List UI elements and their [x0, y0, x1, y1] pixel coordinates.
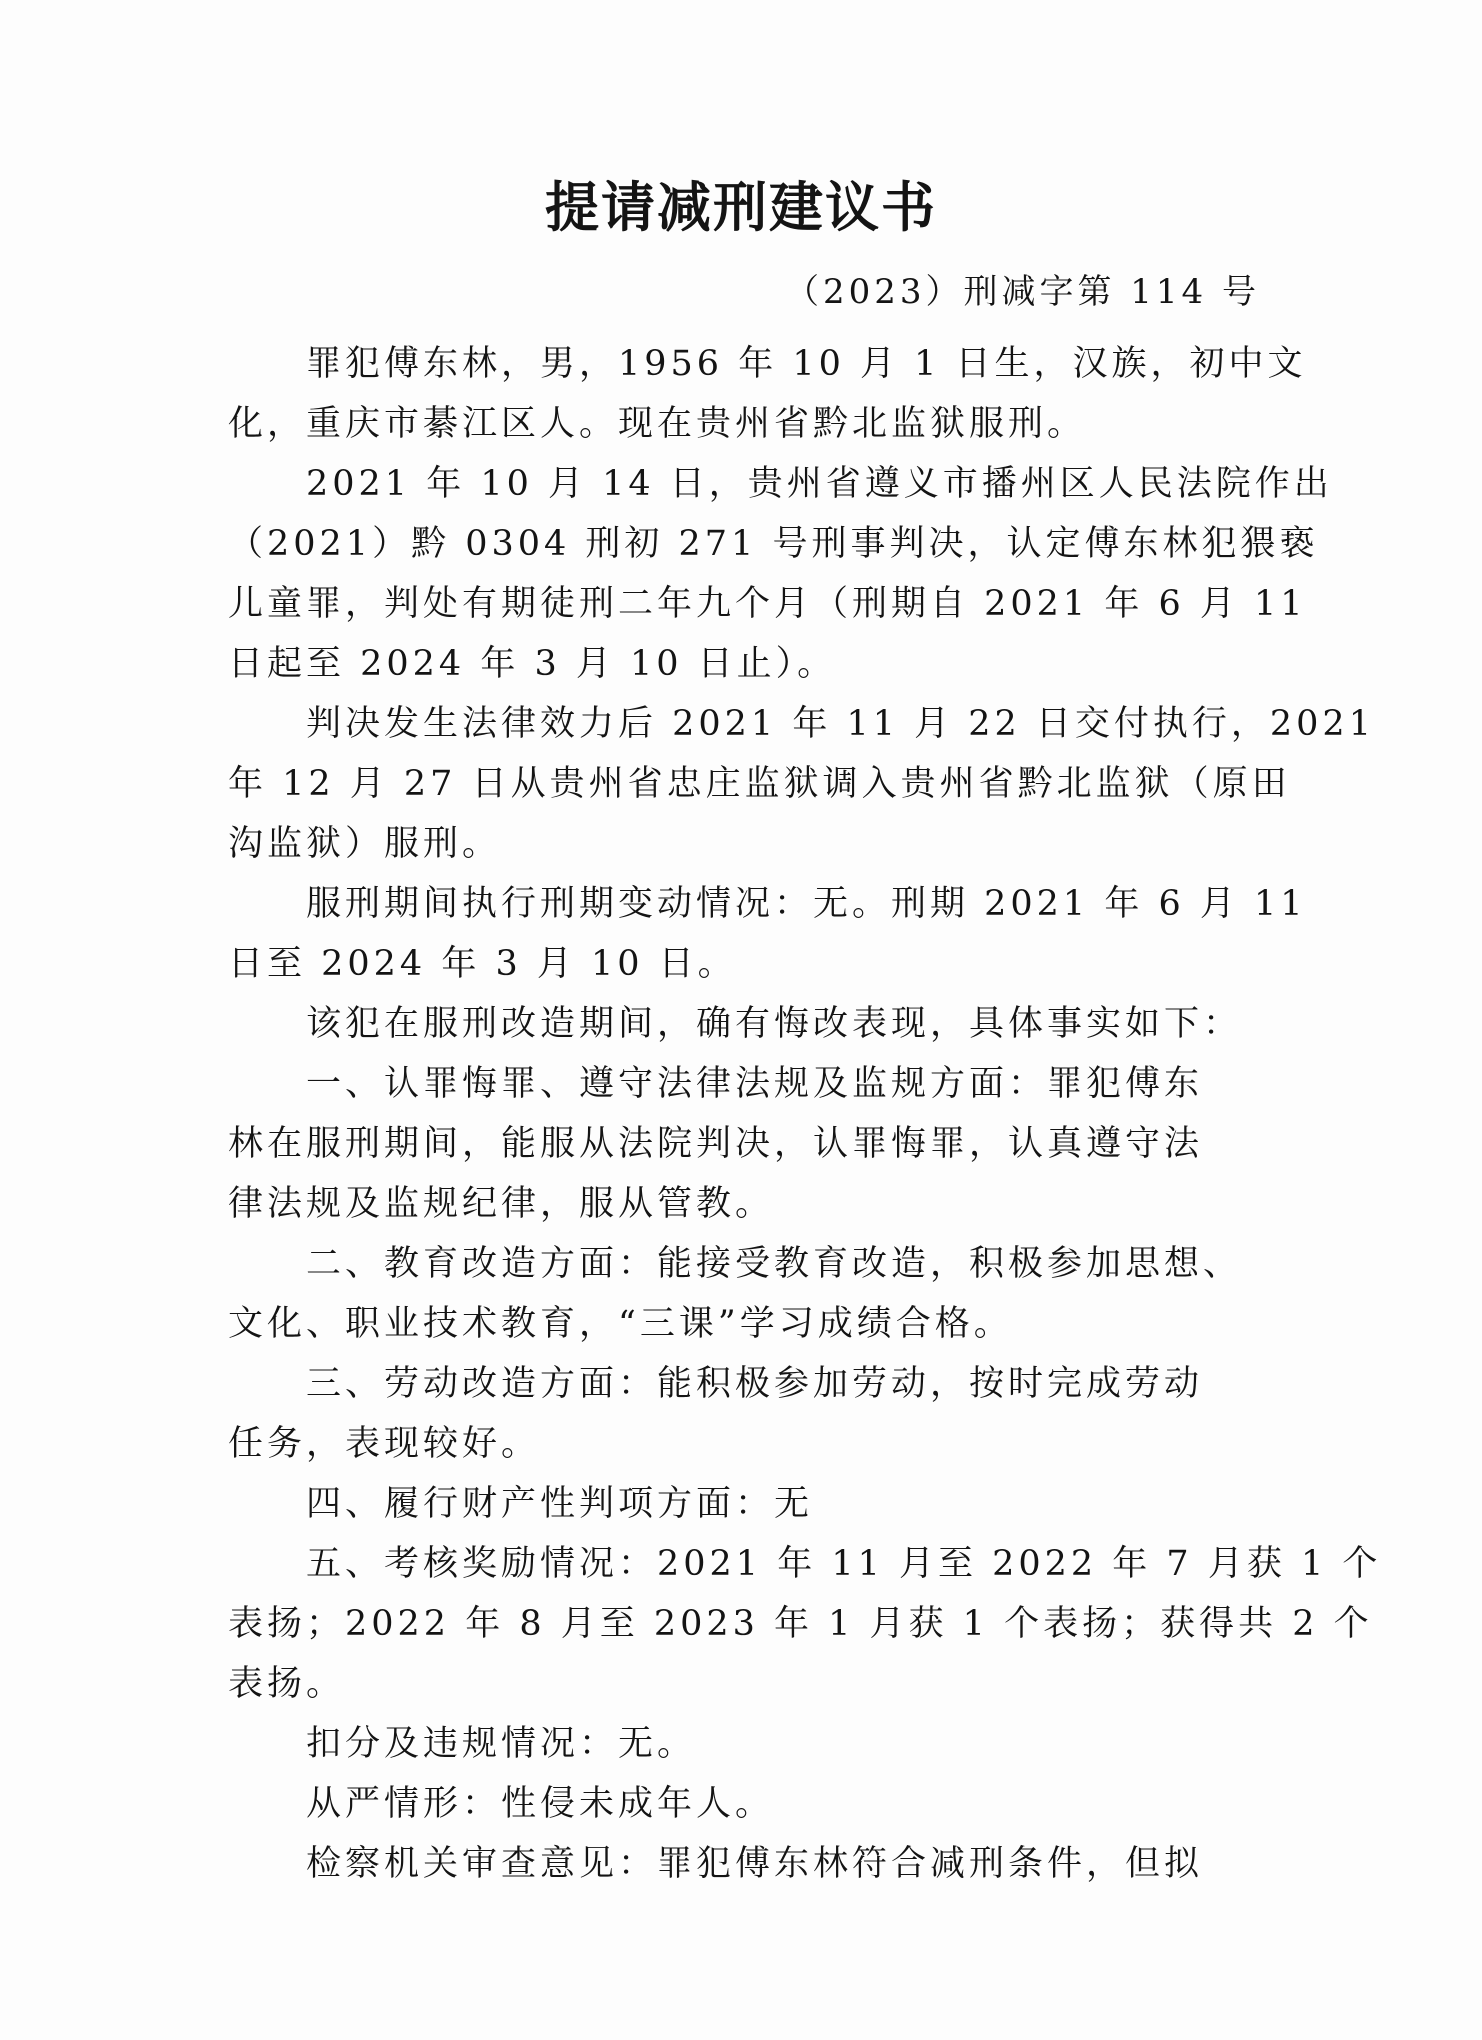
text-line: 罪犯傅东林，男，1956 年 10 月 1 日生，汉族，初中文	[306, 344, 1307, 384]
text-line: 四、履行财产性判项方面：无	[306, 1484, 814, 1524]
text-line: 五、考核奖励情况：2021 年 11 月至 2022 年 7 月获 1 个	[306, 1544, 1382, 1584]
text-line: 沟监狱）服刑。	[228, 824, 502, 864]
document-title: 提请减刑建议书	[545, 176, 937, 239]
text-line: 任务，表现较好。	[228, 1424, 541, 1464]
text-line: 表扬。	[228, 1664, 346, 1704]
text-line: （2021）黔 0304 刑初 271 号刑事判决，认定傅东林犯猥亵	[228, 524, 1319, 564]
text-line: 2021 年 10 月 14 日，贵州省遵义市播州区人民法院作出	[306, 464, 1333, 504]
text-line: 判决发生法律效力后 2021 年 11 月 22 日交付执行，2021	[306, 704, 1375, 744]
text-line: 扣分及违规情况：无。	[306, 1724, 697, 1764]
text-line: 表扬；2022 年 8 月至 2023 年 1 月获 1 个表扬；获得共 2 个	[228, 1604, 1373, 1644]
text-line: 从严情形：性侵未成年人。	[306, 1784, 775, 1824]
text-line: 化，重庆市綦江区人。现在贵州省黔北监狱服刑。	[228, 404, 1087, 444]
text-line: 三、劳动改造方面：能积极参加劳动，按时完成劳动	[306, 1364, 1204, 1404]
text-line: 检察机关审查意见：罪犯傅东林符合减刑条件，但拟	[306, 1844, 1204, 1884]
text-line: 儿童罪，判处有期徒刑二年九个月（刑期自 2021 年 6 月 11	[228, 584, 1307, 624]
text-line: 林在服刑期间，能服从法院判决，认罪悔罪，认真遵守法	[228, 1124, 1204, 1164]
document-number: （2023）刑减字第 114 号	[784, 272, 1260, 312]
text-line: 该犯在服刑改造期间，确有悔改表现，具体事实如下：	[306, 1004, 1243, 1044]
text-line: 日至 2024 年 3 月 10 日。	[228, 944, 737, 984]
text-line: 服刑期间执行刑期变动情况：无。刑期 2021 年 6 月 11	[306, 884, 1307, 924]
text-line: 律法规及监规纪律，服从管教。	[228, 1184, 775, 1224]
document-body	[228, 334, 1382, 1894]
text-line: 日起至 2024 年 3 月 10 日止）。	[228, 644, 837, 684]
text-line: 二、教育改造方面：能接受教育改造，积极参加思想、	[306, 1244, 1243, 1284]
text-line: 一、认罪悔罪、遵守法律法规及监规方面：罪犯傅东	[306, 1064, 1204, 1104]
text-line: 文化、职业技术教育，“三课”学习成绩合格。	[228, 1304, 1013, 1344]
text-line: 年 12 月 27 日从贵州省忠庄监狱调入贵州省黔北监狱（原田	[228, 764, 1291, 804]
